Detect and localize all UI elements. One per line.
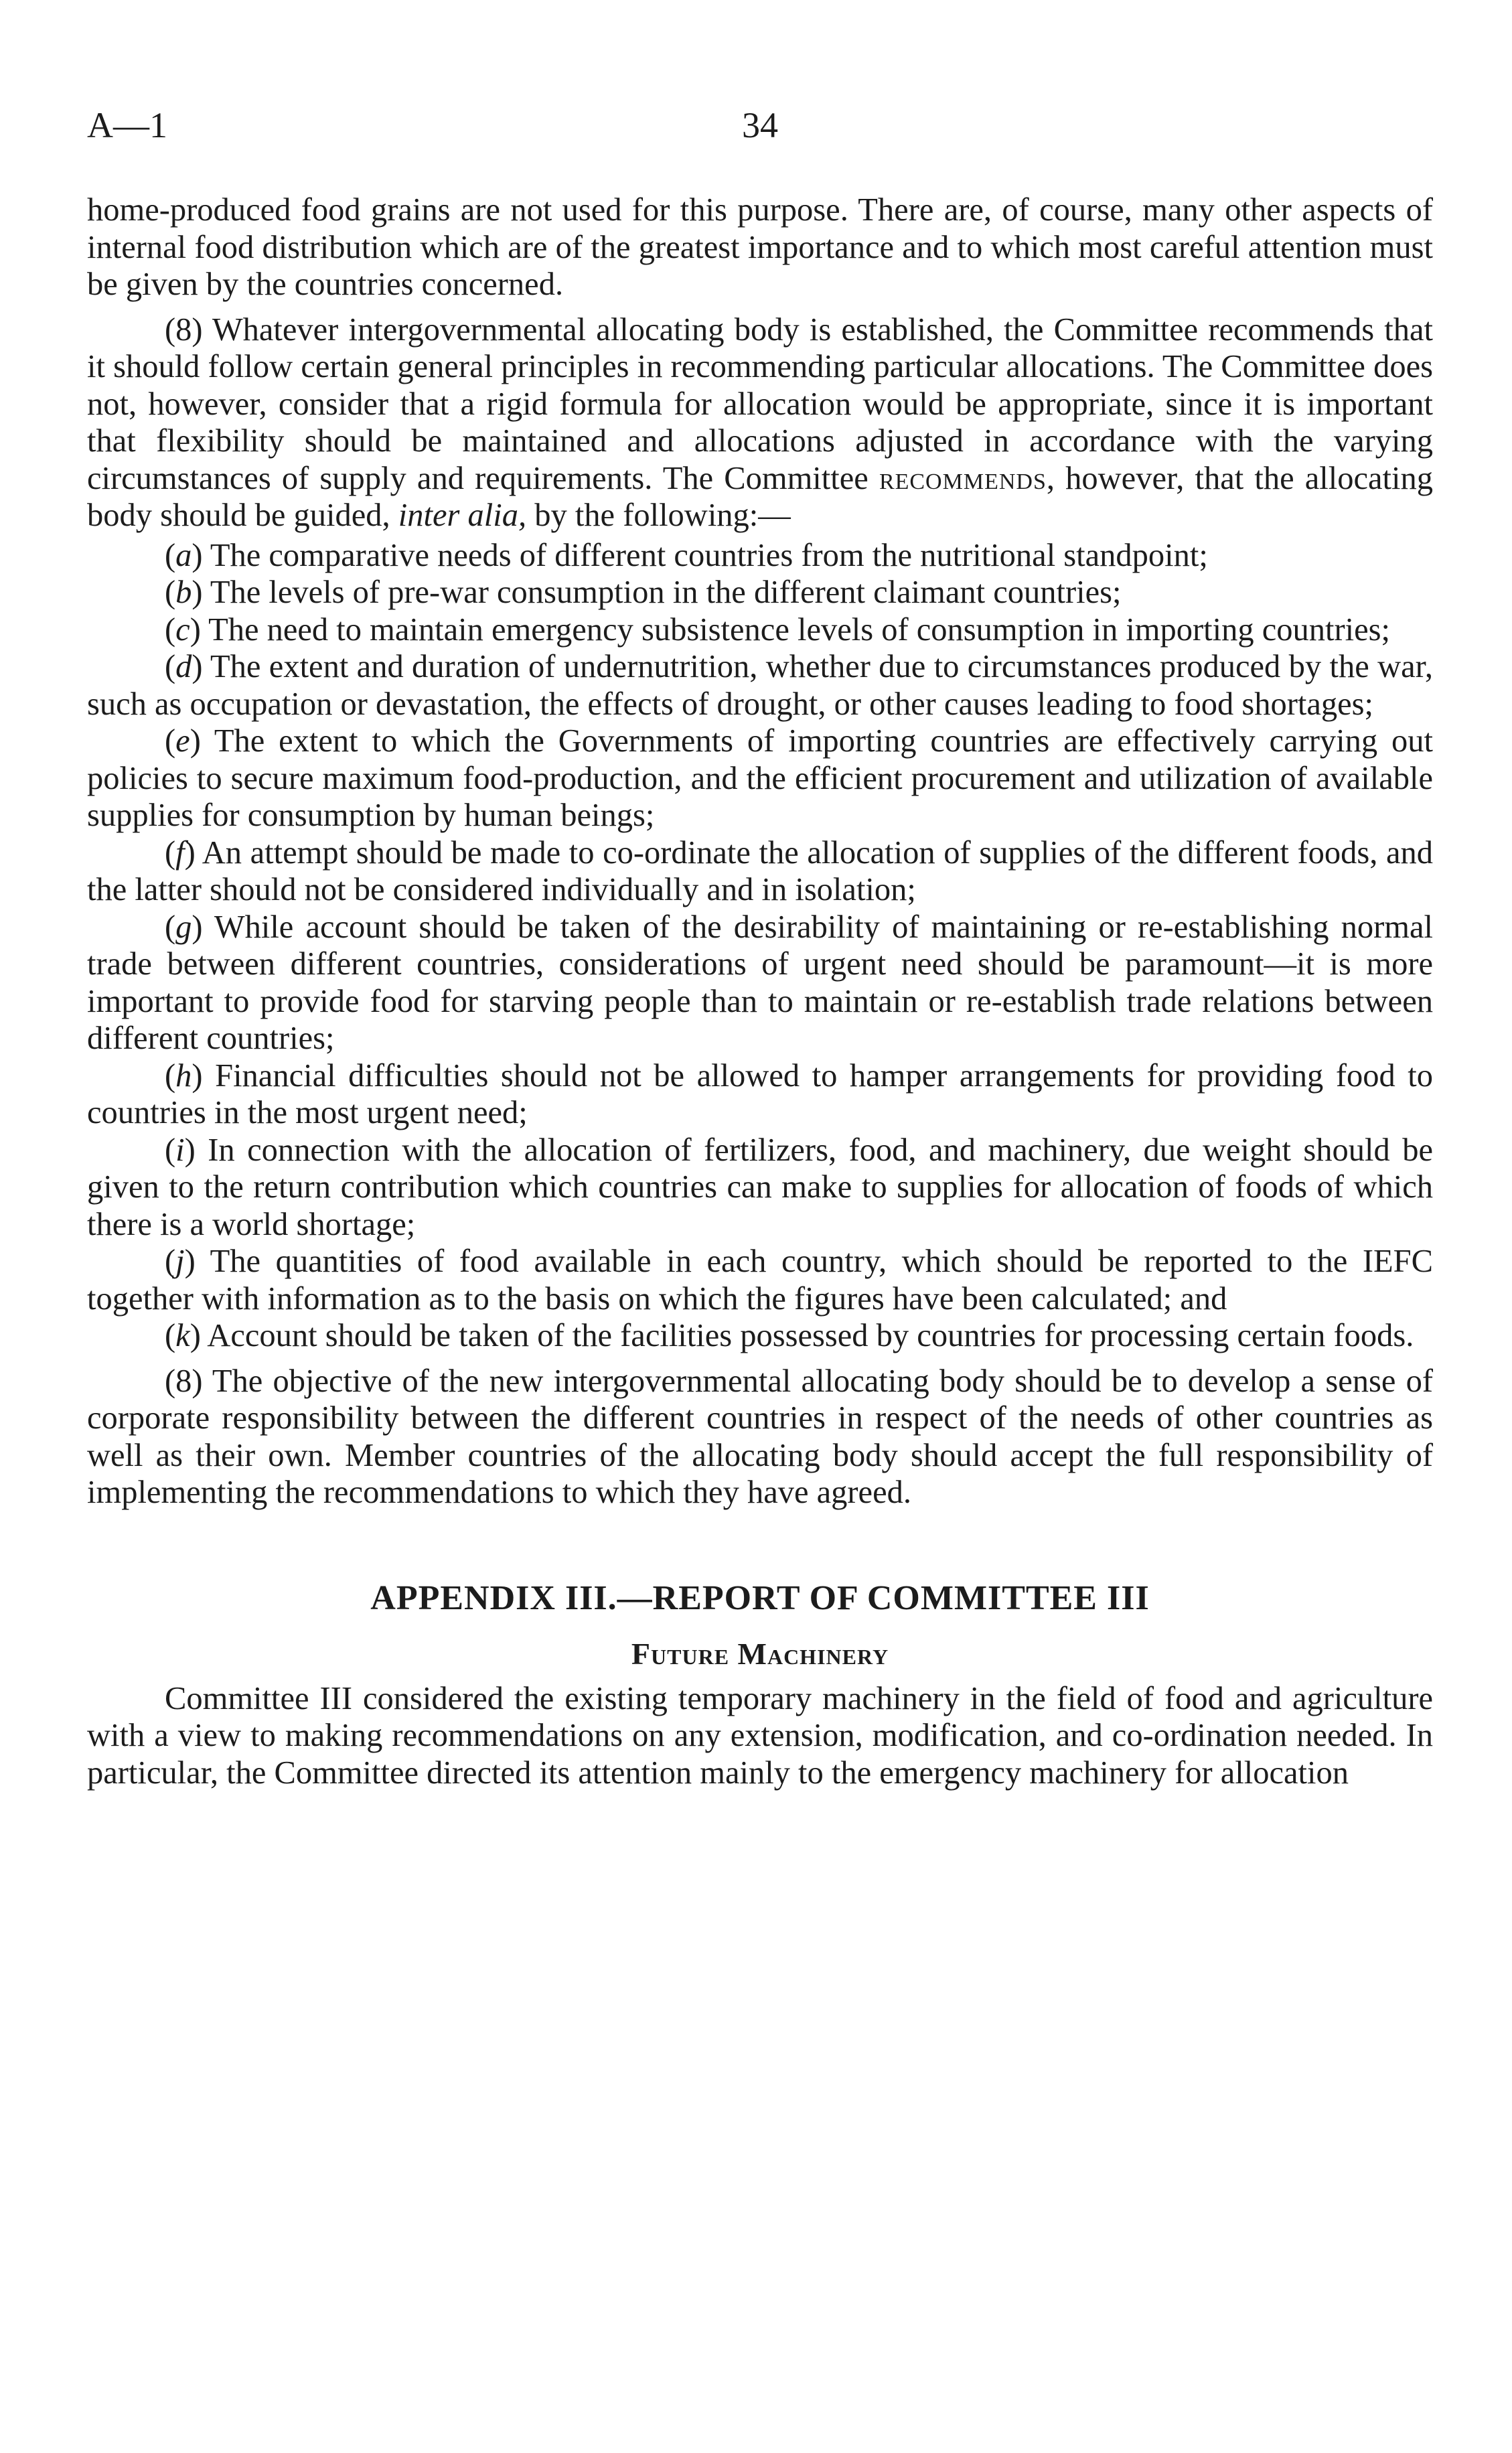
list-item-text: Account should be taken of the facilities possessed by countries for processing certain foods.: [207, 1318, 1414, 1353]
list-item-letter: c: [175, 611, 190, 648]
list-item-c: (c) The need to maintain emergency subsistence levels of consumption in importing countries;: [165, 611, 1390, 648]
list-item-a: (a) The comparative needs of different countries from the nutritional standpoint;: [165, 537, 1208, 573]
appendix-paragraph: Committee III considered the existing temporary machinery in the field of food and agriculture with a view to making recommendations on any extension, modification, and co-ordination needed. In particular, the Committee directed its attention mainly to the emergency machinery for allocation: [87, 1680, 1433, 1791]
list-item-text: The comparative needs of different countries from the nutritional standpoint;: [210, 537, 1208, 573]
list-item-text: The need to maintain emergency subsistence levels of consumption in importing countries;: [208, 611, 1390, 648]
paragraph-8-text-b: , however, that the allocating body should be guided,: [87, 460, 1433, 533]
list-item-letter: f: [175, 834, 185, 871]
list-item-d: (d) The extent and duration of undernutrition, whether due to circumstances produced by the war, such as occupation or devastation, the effects of drought, or other causes leading to food shortages;: [87, 649, 1433, 722]
list-item-letter: e: [175, 723, 190, 759]
list-item-b: (b) The levels of pre-war consumption in the different claimant countries;: [165, 575, 1122, 610]
list-item-text: While account should be taken of the desirability of maintaining or re-establishing normal trade between different countries, considerations of urgent need should be paramount—it is more important to provide food for starving people than to maintain or re-establish trade relations between different countries;: [87, 909, 1434, 1056]
appendix-subtitle: Future Machinery: [631, 1636, 889, 1671]
list-item-h: (h) Financial difficulties should not be allowed to hamper arrangements for providing food to countries in the most urgent need;: [87, 1057, 1433, 1130]
list-item-letter: g: [175, 909, 192, 945]
list-item-text: An attempt should be made to co-ordinate the allocation of supplies of the different foods, and the latter should not be considered individually and in isolation;: [87, 834, 1434, 907]
list-item-text: In connection with the allocation of fertilizers, food, and machinery, due weight should be given to the return contribution which countries can make to supplies for allocation of foods of which there is a world shortage;: [87, 1132, 1433, 1242]
recommends-smallcaps: recommends: [879, 460, 1047, 496]
page-body: [87, 192, 1433, 1791]
list-item-text: The extent and duration of undernutrition, whether due to circumstances produced by the war, such as occupation or devastation, the effects of drought, or other causes leading to food shortages;: [87, 649, 1433, 722]
document-code: A—1: [87, 105, 167, 145]
intro-paragraph: home-produced food grains are not used for this purpose. There are, of course, many other aspects of internal food distribution which are of the greatest importance and to which most careful attention must be given by the countries concerned.: [87, 192, 1433, 302]
inter-alia-italic: inter alia,: [398, 498, 527, 533]
paragraph-8-text-a: (8) Whatever intergovernmental allocating body is established, the Committee recommends that it should follow certain general principles in recommending particular allocations. The Committee does not, however, consider that a rigid formula for allocation would be appropriate, since it is important that flexibility should be maintained and allocations adjusted in accordance with the varying circumstances of supply and requirements. The Committee: [87, 311, 1433, 496]
list-item-letter: h: [175, 1057, 192, 1094]
list-item-f: (f) An attempt should be made to co-ordinate the allocation of supplies of the different foods, and the latter should not be considered individually and in isolation;: [87, 834, 1434, 907]
list-item-letter: j: [175, 1244, 185, 1279]
list-item-g: (g) While account should be taken of the desirability of maintaining or re-establishing normal trade between different countries, considerations of urgent need should be paramount—it is more important to provide food for starving people than to maintain or re-establish trade relations between different countries;: [87, 909, 1434, 1056]
list-item-k: (k) Account should be taken of the facilities possessed by countries for processing certain foods.: [165, 1318, 1414, 1353]
paragraph-8-text-c: by the following:—: [534, 498, 791, 533]
appendix-title: APPENDIX III.—REPORT OF COMMITTEE III: [370, 1578, 1150, 1617]
list-item-letter: b: [175, 575, 192, 610]
list-item-j: (j) The quantities of food available in each country, which should be reported to the IEFC together with information as to the basis on which the figures have been calculated; and: [87, 1244, 1433, 1317]
list-item-letter: k: [175, 1318, 190, 1353]
list-item-i: (i) In connection with the allocation of fertilizers, food, and machinery, due weight should be given to the return contribution which countries can make to supplies for allocation of foods of which there is a world shortage;: [87, 1132, 1433, 1242]
list-item-letter: i: [175, 1132, 185, 1168]
list-item-text: The extent to which the Governments of importing countries are effectively carrying out policies to secure maximum food-production, and the efficient procurement and utilization of available supplies for consumption by human beings;: [87, 723, 1433, 833]
paragraph-8-objective: (8) The objective of the new intergovernmental allocating body should be to develop a sense of corporate responsibility between the different countries in respect of the needs of other countries as well as their own. Member countries of the allocating body should accept the full responsibility of implementing the recommendations to which they have agreed.: [87, 1363, 1433, 1510]
list-item-letter: d: [175, 649, 192, 684]
list-item-text: The quantities of food available in each country, which should be reported to the IEFC together with information as to the basis on which the figures have been calculated; and: [87, 1244, 1433, 1317]
list-item-text: Financial difficulties should not be allowed to hamper arrangements for providing food to countries in the most urgent need;: [87, 1057, 1433, 1130]
list-item-e: (e) The extent to which the Governments of importing countries are effectively carrying out policies to secure maximum food-production, and the efficient procurement and utilization of available supplies for consumption by human beings;: [87, 723, 1433, 833]
list-item-letter: a: [175, 537, 192, 573]
page-header: [87, 102, 1433, 149]
page-number: 34: [742, 105, 778, 145]
list-item-text: The levels of pre-war consumption in the different claimant countries;: [210, 575, 1122, 610]
paragraph-8-principles: [87, 311, 1433, 534]
